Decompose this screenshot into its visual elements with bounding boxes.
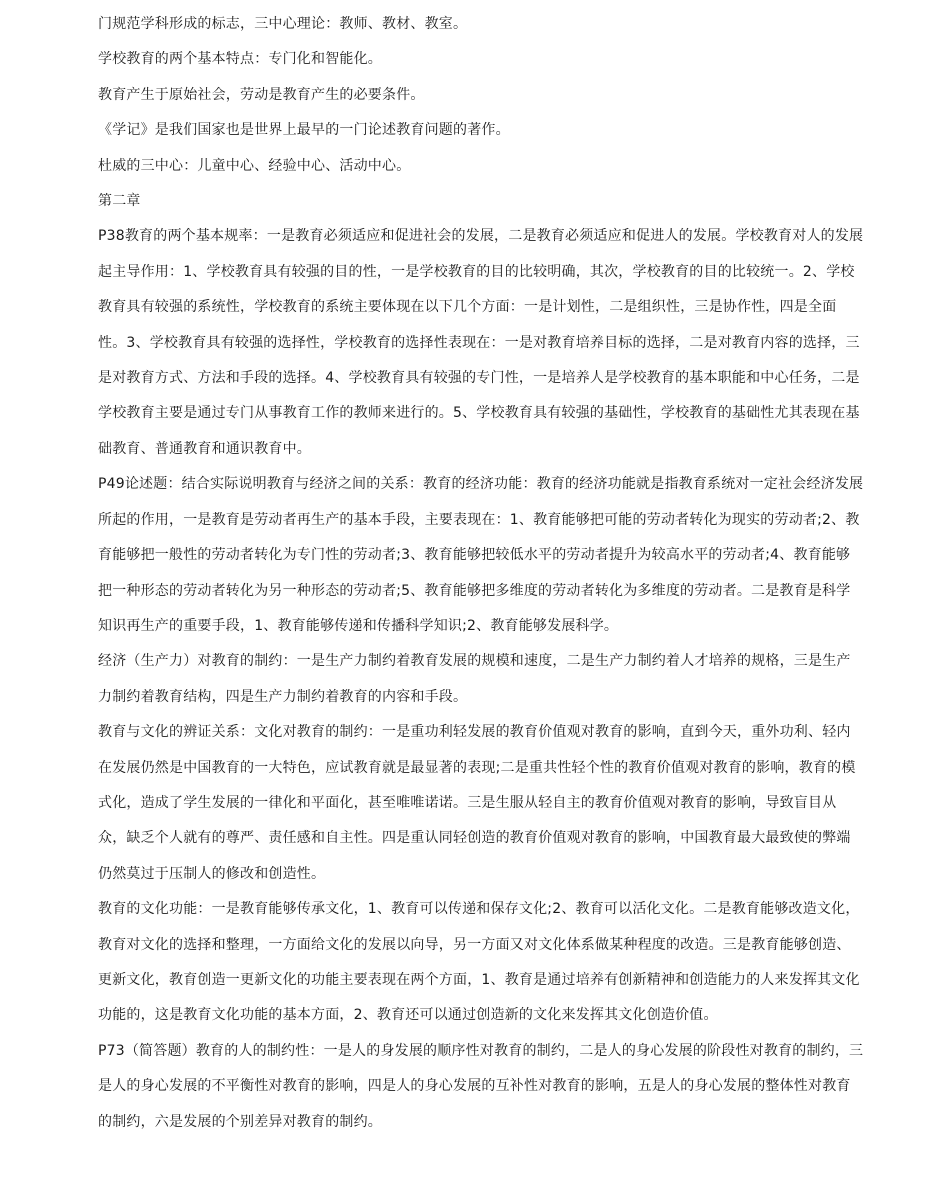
paragraph: 教育产生于原始社会，劳动是教育产生的必要条件。 [98, 86, 425, 103]
paragraph: P73（简答题）教育的人的制约性：一是人的身发展的顺序性对教育的制约，二是人的身心发展的阶段性对教育的制约，三是人的身心发展的不平衡性对教育的影响，四是人的身心发展的互补性对教育的影响，五是人的身心发展的整体性对教育的制约，六是发展的个别差异对教育的制约。 [98, 1042, 864, 1130]
paragraph: 学校教育的两个基本特点：专门化和智能化。 [98, 51, 382, 68]
paragraph: P49论述题：结合实际说明教育与经济之间的关系：教育的经济功能：教育的经济功能就是指教育系统对一定社会经济发展所起的作用，一是教育是劳动者再生产的基本手段，主要表现在：1、教育能够把可能的劳动者转化为现实的劳动者;2、教育能够把一般性的劳动者转化为专门性的劳动者;3、教育能够把较低水平的劳动者提升为较高水平的劳动者;4、教育能够把一种形态的劳动者转化为另一种形态的劳动者;5、教育能够把多维度的劳动者转化为多维度的劳动者。二是教育是科学知识再生产的重要手段，1、教育能够传递和传播科学知识;2、教育能够发展科学。 [98, 476, 864, 634]
paragraph: P38教育的两个基本规率：一是教育必须适应和促进社会的发展，二是教育必须适应和促进人的发展。学校教育对人的发展起主导作用：1、学校教育具有较强的目的性，一是学校教育的目的比较明确，其次，学校教育的目的比较统一。2、学校教育具有较强的系统性，学校教育的系统主要体现在以下几个方面：一是计划性，二是组织性，三是协作性，四是全面性。3、学校教育具有较强的选择性，学校教育的选择性表现在：一是对教育培养目标的选择，二是对教育内容的选择，三是对教育方式、方法和手段的选择。4、学校教育具有较强的专门性，一是培养人是学校教育的基本职能和中心任务，二是学校教育主要是通过专门从事教育工作的教师来进行的。5、学校教育具有较强的基础性，学校教育的基础性尤其表现在基础教育、普通教育和通识教育中。 [98, 228, 864, 457]
chapter-heading: 第二章 [98, 193, 141, 210]
paragraph: 教育与文化的辨证关系：文化对教育的制约：一是重功利轻发展的教育价值观对教育的影响，直到今天，重外功利、轻内在发展仍然是中国教育的一大特色，应试教育就是最显著的表现;二是重共性轻个性的教育价值观对教育的影响，教育的模式化，造成了学生发展的一律化和平面化，甚至唯唯诺诺。三是生服从轻自主的教育价值观对教育的影响，导致盲目从众，缺乏个人就有的尊严、责任感和自主性。四是重认同轻创造的教育价值观对教育的影响，中国教育最大最致使的弊端仍然莫过于压制人的修改和创造性。 [98, 724, 856, 882]
paragraph: 经济（生产力）对教育的制约：一是生产力制约着教育发展的规模和速度，二是生产力制约着人才培养的规格，三是生产力制约着教育结构，四是生产力制约着教育的内容和手段。 [98, 653, 851, 705]
document-page [98, 7, 864, 1140]
paragraph: 门规范学科形成的标志，三中心理论：教师、教材、教室。 [98, 16, 468, 32]
paragraph: 《学记》是我们国家也是世界上最早的一门论述教育问题的著作。 [98, 122, 510, 139]
paragraph: 教育的文化功能：一是教育能够传承文化，1、教育可以传递和保存文化;2、教育可以活化文化。二是教育能够改造文化，教育对文化的选择和整理，一方面给文化的发展以向导，另一方面又对文化体系做某种程度的改造。三是教育能够创造、更新文化，教育创造一更新文化的功能主要表现在两个方面，1、教育是通过培养有创新精神和创造能力的人来发挥其文化功能的，这是教育文化功能的基本方面，2、教育还可以通过创造新的文化来发挥其文化创造价值。 [98, 901, 860, 1024]
paragraph: 杜威的三中心：儿童中心、经验中心、活动中心。 [98, 157, 411, 174]
